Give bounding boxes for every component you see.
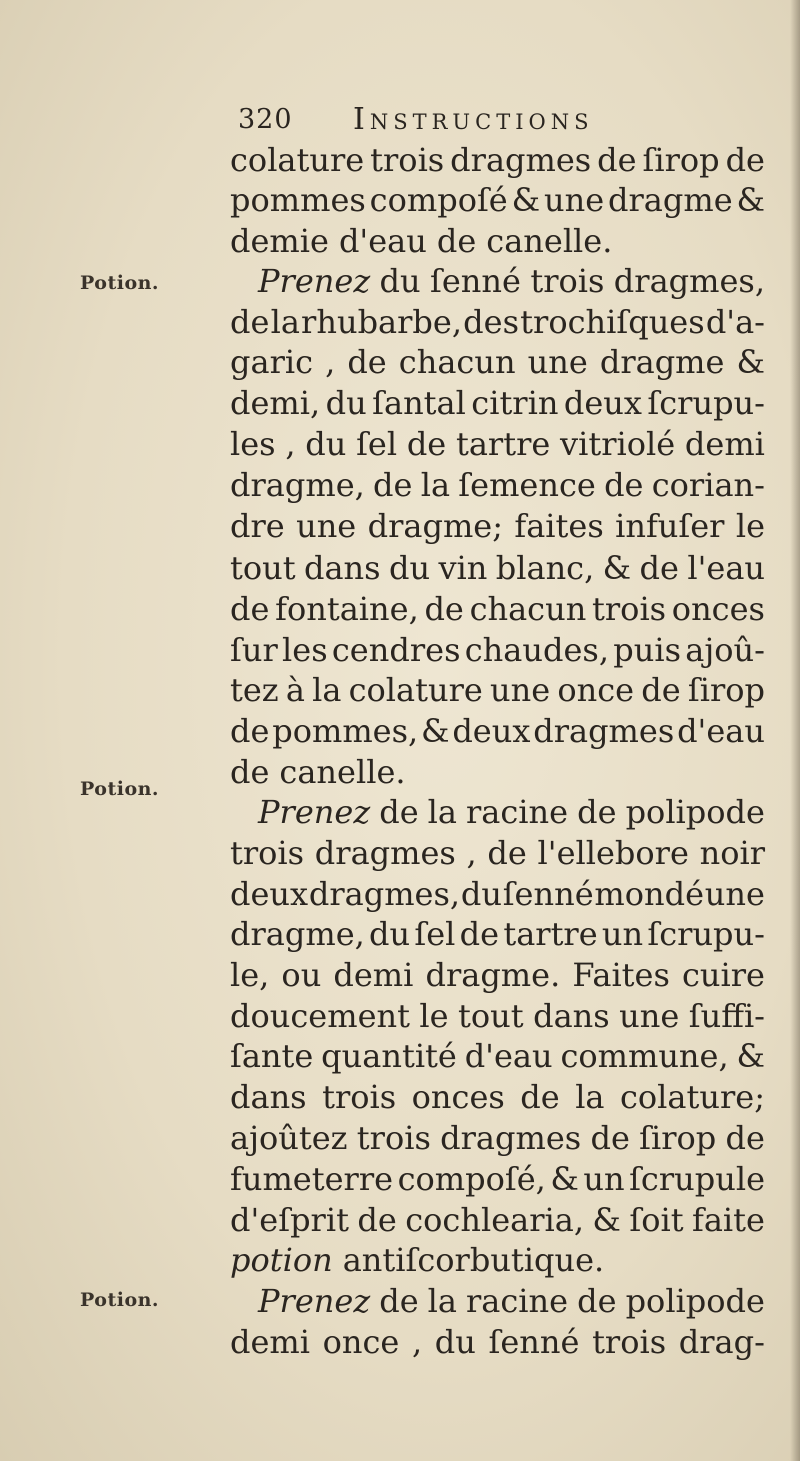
text-word: vin: [438, 549, 488, 587]
text-line: [230, 955, 765, 995]
text-word: dragme,: [230, 466, 365, 504]
text-word: cendres: [331, 631, 461, 669]
text-word: cochlearia,: [405, 1201, 584, 1239]
text-word: &: [511, 181, 541, 219]
text-word: trois: [370, 141, 445, 179]
text-word: puis: [613, 631, 681, 669]
text-word: ſcrupu-: [647, 384, 765, 422]
text-word: de: [406, 425, 447, 463]
text-word: Faites: [572, 956, 670, 994]
text-word: ajoûtez: [230, 1119, 348, 1157]
text-word: ,: [325, 343, 336, 381]
text-word: d'eau: [464, 1037, 553, 1075]
page-number: 320: [238, 104, 293, 135]
text-word: de: [641, 671, 681, 709]
text-word: polipode: [625, 1282, 765, 1320]
text-line: [230, 424, 765, 464]
text-word: d'a-: [705, 303, 765, 341]
text-word: blanc,: [495, 549, 595, 587]
text-word: polipode: [625, 793, 765, 831]
text-word: ,: [285, 425, 296, 463]
text-line: [230, 1322, 765, 1362]
text-word: une: [619, 997, 680, 1035]
text-line: [230, 465, 765, 505]
text-word: la: [427, 793, 457, 831]
text-word: ſirop: [642, 141, 720, 179]
text-word: un: [601, 915, 644, 953]
text-word: de: [357, 1201, 397, 1239]
text-line: [230, 670, 765, 710]
text-line: [230, 711, 765, 751]
text-word: ſirop: [639, 1119, 717, 1157]
text-word: once: [557, 671, 635, 709]
text-line: [230, 1077, 765, 1117]
text-word: ſenné: [488, 1323, 580, 1361]
text-word: l'ellebore: [537, 834, 689, 872]
text-word: d'eau: [338, 222, 427, 260]
text-word: ſirop: [687, 671, 765, 709]
text-word: de: [604, 466, 644, 504]
text-word: demi: [684, 425, 765, 463]
text-word: rhubarbe,: [301, 303, 463, 341]
text-word: dragme,: [230, 915, 365, 953]
text-word: demie: [230, 222, 329, 260]
text-word: ſoit: [629, 1201, 684, 1239]
text-word: du: [369, 915, 411, 953]
text-word: citrin: [471, 384, 559, 422]
text-word: Prenez: [258, 1282, 371, 1320]
text-word: racine: [466, 1282, 569, 1320]
text-word: vitriolé: [560, 425, 676, 463]
text-word: de: [230, 712, 270, 750]
text-word: Prenez: [258, 793, 371, 831]
text-word: de: [577, 1282, 617, 1320]
text-word: ſcrupule: [629, 1160, 765, 1198]
text-word: &: [602, 549, 632, 587]
text-line: [230, 914, 765, 954]
text-line: [258, 1281, 765, 1321]
text-word: ,: [466, 834, 477, 872]
text-word: garic: [230, 343, 314, 381]
text-word: once: [322, 1323, 400, 1361]
text-word: chacun: [469, 590, 587, 628]
text-word: corian-: [651, 466, 765, 504]
text-word: dragme: [599, 343, 725, 381]
text-word: un: [583, 1160, 625, 1198]
text-line: [230, 1240, 765, 1280]
text-word: chaudes,: [464, 631, 609, 669]
text-word: demi: [230, 1323, 310, 1361]
text-word: la: [427, 1282, 457, 1320]
text-word: le: [735, 507, 765, 545]
text-word: dragmes: [314, 834, 456, 872]
text-word: dragmes,: [613, 262, 765, 300]
text-word: du: [434, 1323, 476, 1361]
text-word: de: [597, 141, 637, 179]
text-word: fontaine,: [275, 590, 419, 628]
text-line: [230, 874, 765, 914]
text-word: dragme;: [367, 507, 503, 545]
text-word: onces: [671, 590, 765, 628]
text-word: les: [282, 631, 328, 669]
text-word: la: [270, 303, 300, 341]
text-word: le,: [230, 956, 270, 994]
text-word: de: [230, 303, 270, 341]
text-word: de: [725, 141, 765, 179]
text-word: faites: [514, 507, 604, 545]
text-word: &: [736, 343, 765, 381]
text-word: &: [592, 1201, 621, 1239]
text-line: [230, 996, 765, 1036]
text-word: dragmes: [440, 1119, 582, 1157]
text-word: &: [550, 1160, 579, 1198]
text-word: le: [419, 997, 449, 1035]
text-word: Prenez: [258, 262, 371, 300]
text-word: tout: [458, 997, 524, 1035]
text-line: [230, 833, 765, 873]
text-word: une: [527, 343, 588, 381]
text-line: [230, 1036, 765, 1076]
text-word: de: [373, 466, 413, 504]
margin-note-potion: Potion.: [80, 1289, 160, 1311]
text-word: commune,: [560, 1037, 729, 1075]
text-word: d'eau: [677, 712, 765, 750]
text-word: du: [460, 875, 502, 913]
text-word: dragme.: [425, 956, 561, 994]
text-word: ſel: [356, 425, 398, 463]
text-word: d'eſprit: [230, 1201, 349, 1239]
text-word: du: [379, 262, 421, 300]
text-word: demi: [333, 956, 414, 994]
text-word: de: [347, 343, 387, 381]
text-line: [230, 342, 765, 382]
text-line: [230, 630, 765, 670]
text-word: deux: [230, 875, 309, 913]
text-word: deux: [452, 712, 531, 750]
text-word: de: [459, 915, 500, 953]
text-word: dans: [230, 1078, 307, 1116]
text-word: dragmes: [533, 712, 675, 750]
text-line: [230, 383, 765, 423]
text-line: [230, 548, 765, 588]
text-word: de: [577, 793, 617, 831]
text-word: de: [230, 753, 270, 791]
text-word: &: [421, 712, 450, 750]
text-word: du: [388, 549, 431, 587]
text-word: des: [463, 303, 520, 341]
text-word: antiſcorbutique.: [342, 1241, 605, 1279]
text-word: quantité: [321, 1037, 457, 1075]
text-line: [258, 792, 765, 832]
text-word: colature;: [619, 1078, 765, 1116]
text-word: une: [704, 875, 765, 913]
text-word: mondé: [594, 875, 705, 913]
text-word: ſuffi-: [688, 997, 765, 1035]
text-word: du: [305, 425, 347, 463]
text-word: de: [436, 222, 477, 260]
text-word: canelle.: [486, 222, 613, 260]
text-word: colature: [230, 141, 365, 179]
text-word: ſcrupu-: [647, 915, 765, 953]
text-word: ſel: [414, 915, 456, 953]
text-word: ſantal: [372, 384, 466, 422]
text-word: ſante: [230, 1037, 314, 1075]
text-line: [230, 1159, 765, 1199]
text-word: tout: [230, 549, 296, 587]
text-word: la: [575, 1078, 605, 1116]
text-word: &: [736, 1037, 765, 1075]
text-word: ,: [411, 1323, 423, 1361]
text-word: ou: [281, 956, 322, 994]
text-word: de: [725, 1119, 765, 1157]
text-word: une: [543, 181, 605, 219]
text-word: demi,: [230, 384, 321, 422]
text-word: trochiſques: [520, 303, 705, 341]
text-word: pommes: [230, 181, 366, 219]
text-word: tartre: [503, 915, 598, 953]
text-line: [230, 1200, 765, 1240]
text-line: [230, 221, 765, 261]
text-word: ajoû-: [685, 631, 765, 669]
text-word: trois: [592, 590, 667, 628]
text-word: trois: [530, 262, 605, 300]
text-word: potion: [230, 1241, 333, 1279]
text-word: ſenné: [430, 262, 521, 300]
text-word: deux: [563, 384, 642, 422]
text-word: canelle.: [279, 753, 406, 791]
text-line: [230, 140, 765, 180]
text-word: de: [590, 1119, 630, 1157]
text-word: de: [520, 1078, 560, 1116]
text-word: pommes,: [272, 712, 419, 750]
text-word: dragme: [608, 181, 733, 219]
text-word: trois: [592, 1323, 667, 1361]
text-word: trois: [356, 1119, 431, 1157]
text-word: tez: [230, 671, 279, 709]
text-word: faite: [691, 1201, 765, 1239]
text-word: dre: [230, 507, 285, 545]
text-word: fumeterre: [230, 1160, 394, 1198]
text-word: l'eau: [687, 549, 765, 587]
text-word: racine: [466, 793, 569, 831]
text-word: de: [379, 793, 419, 831]
text-line: [230, 1118, 765, 1158]
text-word: trois: [322, 1078, 397, 1116]
text-line: [258, 261, 765, 301]
text-word: infuſer: [615, 507, 725, 545]
text-word: de: [639, 549, 679, 587]
margin-note-potion: Potion.: [80, 778, 160, 800]
running-title: Instructions: [353, 102, 594, 137]
text-line: [230, 180, 765, 220]
text-word: de: [424, 590, 464, 628]
text-word: onces: [411, 1078, 505, 1116]
text-word: &: [736, 181, 765, 219]
text-line: [230, 752, 765, 792]
text-word: ſur: [230, 631, 278, 669]
text-word: doucement: [230, 997, 410, 1035]
margin-note-potion: Potion.: [80, 272, 160, 294]
text-word: une: [296, 507, 357, 545]
text-line: [230, 506, 765, 546]
text-line: [230, 589, 765, 629]
text-word: noir: [699, 834, 765, 872]
text-word: tartre: [455, 425, 551, 463]
text-word: de: [487, 834, 527, 872]
text-word: de: [379, 1282, 419, 1320]
text-word: une: [490, 671, 551, 709]
text-word: dans: [533, 997, 610, 1035]
text-word: dragmes,: [308, 875, 461, 913]
text-word: à: [285, 671, 305, 709]
text-word: compoſé,: [397, 1160, 546, 1198]
text-word: cuire: [681, 956, 765, 994]
text-word: du: [325, 384, 367, 422]
text-word: les: [230, 425, 276, 463]
text-word: de: [230, 590, 270, 628]
text-word: la: [420, 466, 451, 504]
text-word: drag-: [678, 1323, 765, 1361]
text-word: compoſé: [369, 181, 508, 219]
text-word: colature: [348, 671, 483, 709]
text-word: trois: [230, 834, 305, 872]
text-word: ſenné: [502, 875, 594, 913]
text-word: la: [312, 671, 342, 709]
text-word: ſemence: [458, 466, 596, 504]
text-word: dans: [303, 549, 381, 587]
text-word: chacun: [398, 343, 516, 381]
text-line: [230, 302, 765, 342]
running-header: [238, 100, 708, 144]
text-word: dragmes: [450, 141, 592, 179]
